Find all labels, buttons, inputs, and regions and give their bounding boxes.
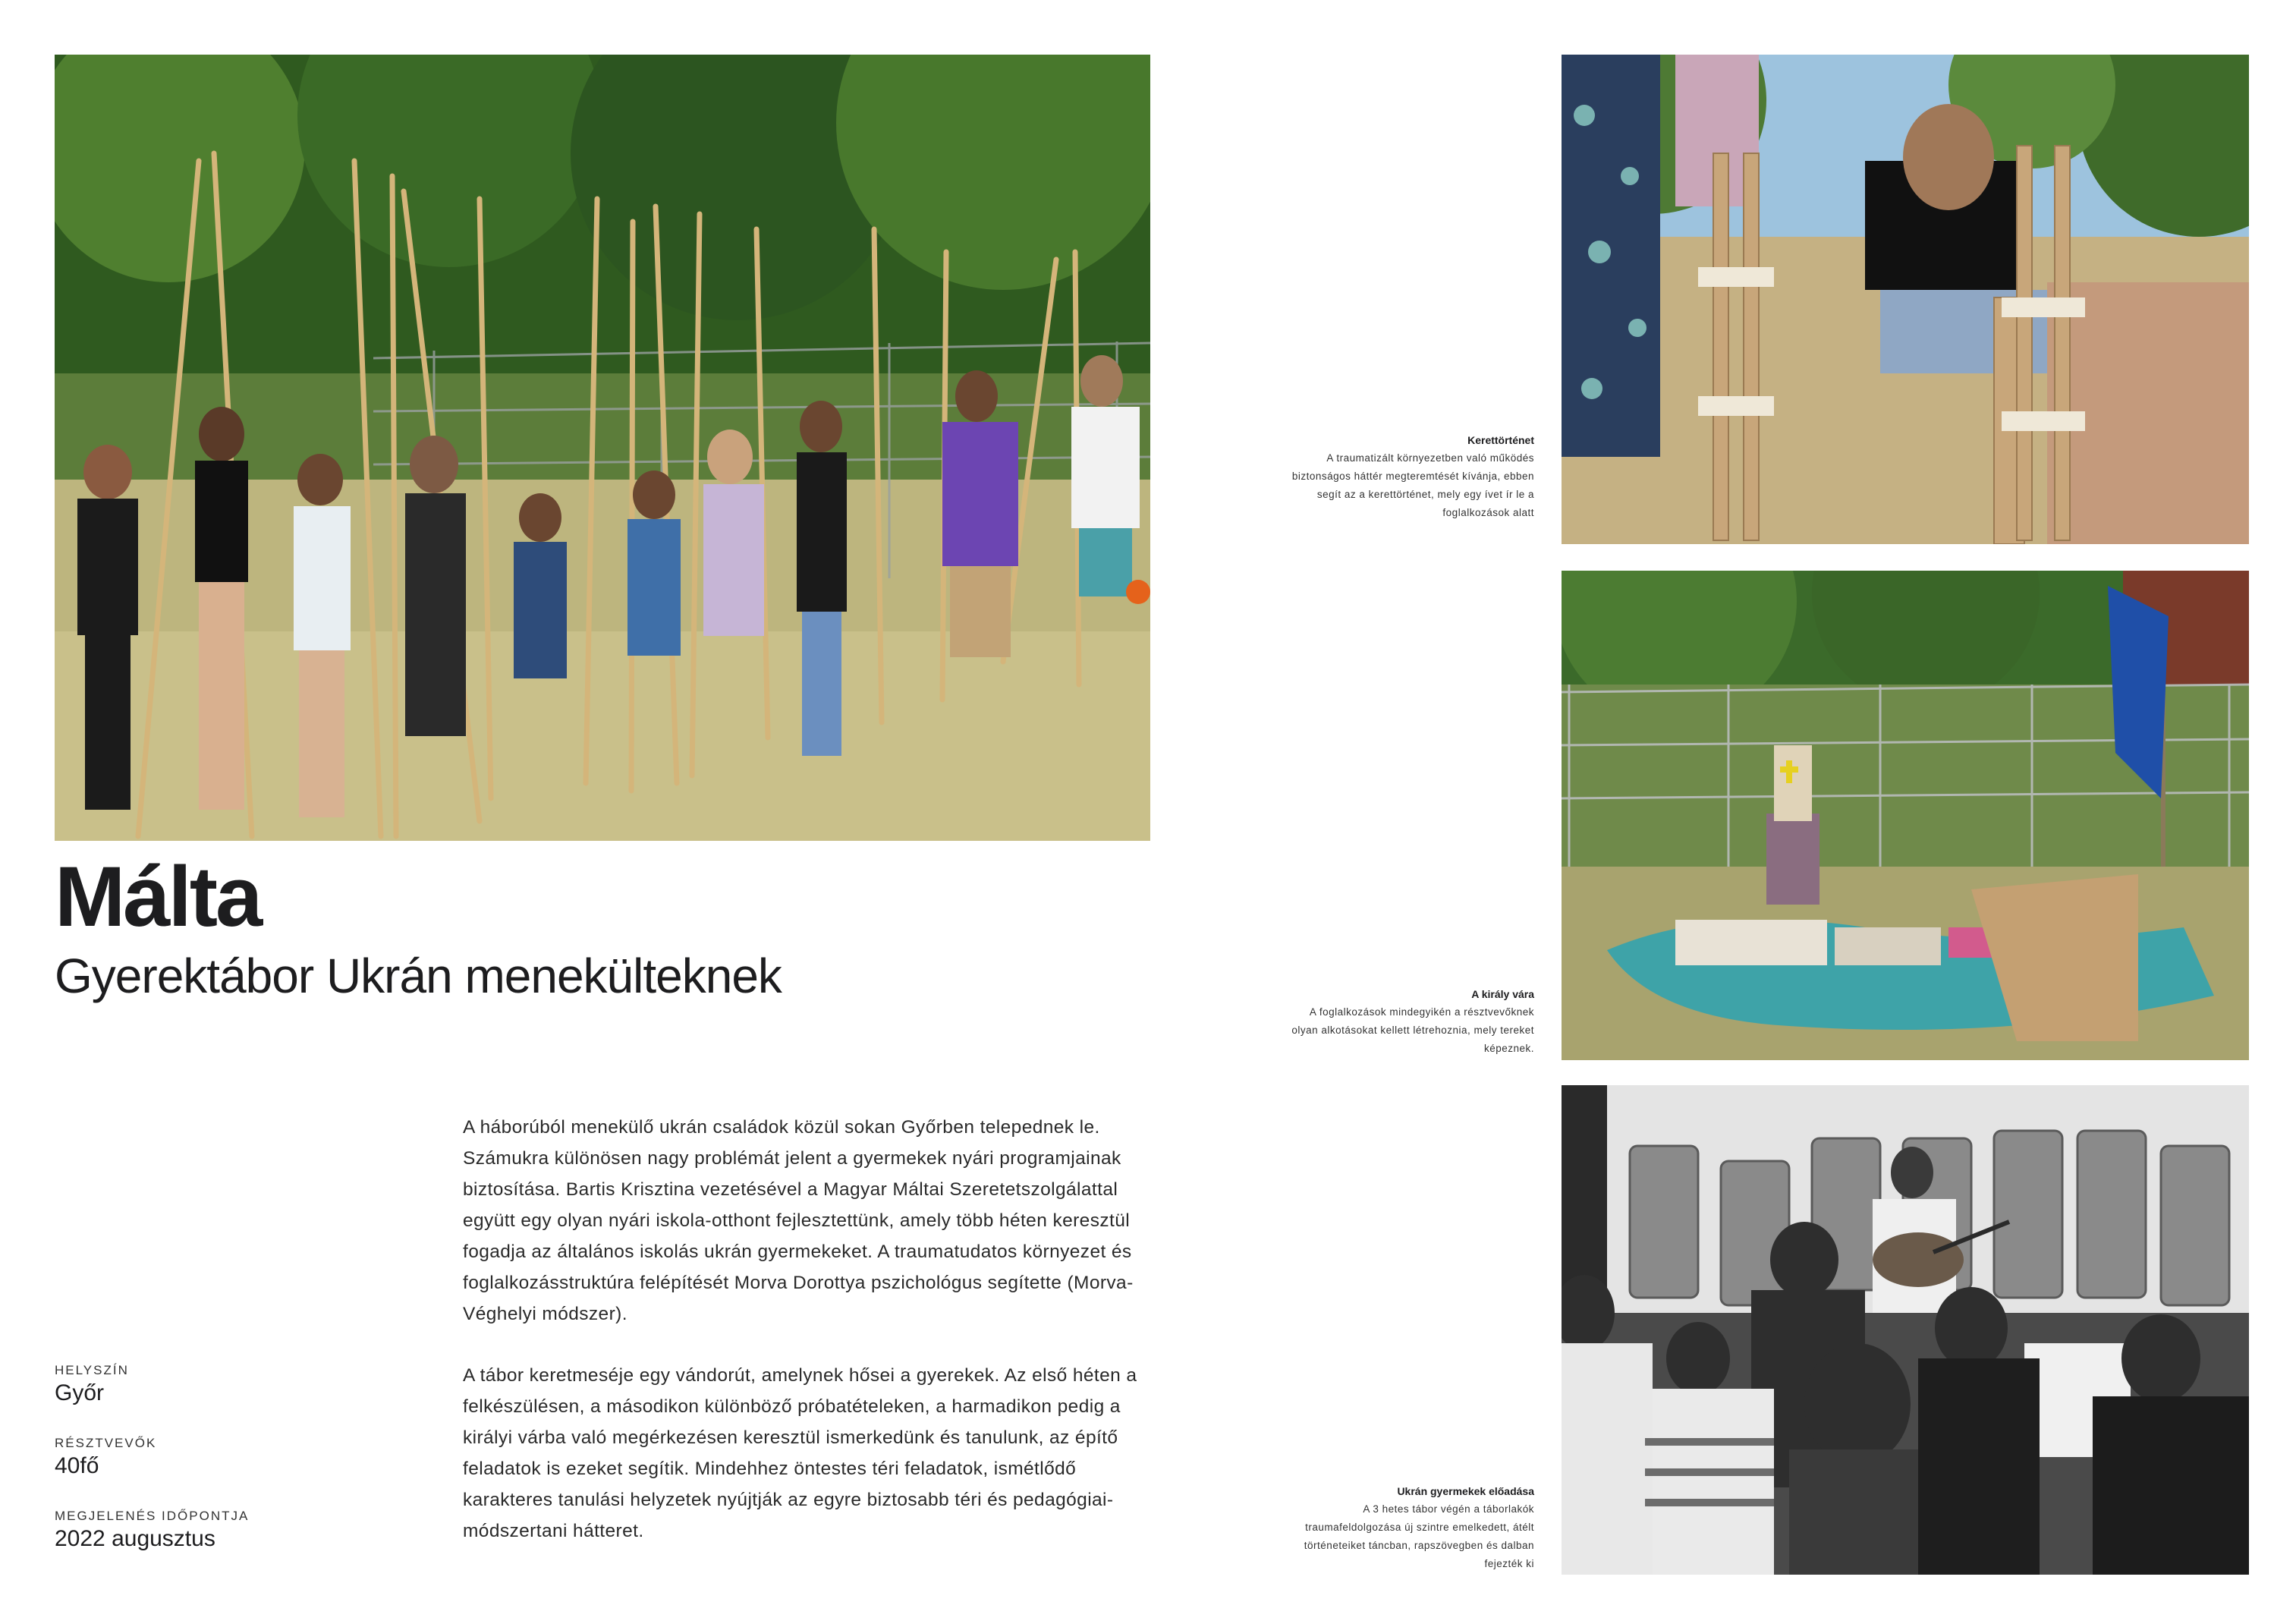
caption-text: A traumatizált környezetben való működés biztonságos háttér megteremtését kívánja, ebben segít az a kerettörténet, mely egy ívet ír le a foglalkozások alatt [1291, 452, 1534, 518]
photo-kings-castle-illustration [1562, 571, 2249, 1060]
photo-cardboard-towers [1562, 55, 2249, 544]
meta-participants-value: 40fő [55, 1453, 99, 1478]
caption-kiraly-vara [1284, 985, 1534, 1058]
meta-date-label: MEGJELENÉS IDŐPONTJA [55, 1509, 250, 1523]
caption-kerettortenet [1284, 431, 1534, 522]
caption-title: A király vára [1471, 988, 1534, 1000]
meta-location [55, 1362, 249, 1408]
hero-photo-illustration [55, 55, 1150, 841]
photo-children-performance [1562, 1085, 2249, 1575]
page-title: Málta [55, 849, 261, 944]
caption-title: Ukrán gyermekek előadása [1397, 1485, 1534, 1497]
caption-text: A foglalkozások mindegyikén a résztvevőknek olyan alkotásokat kellett létrehoznia, mely tereket képeznek. [1291, 1006, 1534, 1054]
meta-participants-label: RÉSZTVEVŐK [55, 1436, 157, 1450]
hero-photo-children-with-poles [55, 55, 1150, 841]
project-meta [55, 1362, 249, 1581]
meta-date-value: 2022 augusztus [55, 1526, 215, 1551]
body-paragraph-1: A háborúból menekülő ukrán családok közül sokan Győrben telepednek le. Számukra különösen nagy problémát jelent a gyermekek nyári programjainak biztosítása. Bartis Krisztina vezetésével a Magyar Máltai Szeretetszolgálattal együtt egy olyan nyári iskola-otthont fejlesztettünk, amely több héten keresztül fogadja az általános iskolás ukrán gyermekeket. A traumatudatos környezet és foglalkozásstruktúra felépítését Morva Dorottya pszichológus segítette (Morva-Véghelyi módszer). [463, 1117, 1134, 1324]
photo-children-performance-illustration [1562, 1085, 2249, 1575]
meta-participants [55, 1435, 249, 1481]
meta-location-value: Győr [55, 1380, 105, 1405]
caption-title: Kerettörténet [1467, 434, 1534, 446]
photo-cardboard-towers-illustration [1562, 55, 2249, 544]
page-subtitle: Gyerektábor Ukrán menekülteknek [55, 949, 782, 1003]
caption-eloadas [1284, 1482, 1534, 1573]
photo-kings-castle [1562, 571, 2249, 1060]
meta-date [55, 1508, 249, 1553]
caption-text: A 3 hetes tábor végén a táborlakók traumafeldolgozása új szintre emelkedett, átélt történeteiket táncban, rapszövegben és dalban fejezték ki [1304, 1503, 1534, 1569]
meta-location-label: HELYSZÍN [55, 1363, 129, 1377]
body-text [463, 1112, 1146, 1577]
body-paragraph-2: A tábor keretmeséje egy vándorút, amelynek hősei a gyerekek. Az első héten a felkészülésen, a másodikon különböző próbatételeken, a harmadikon pedig a királyi várba való megérkezésen keresztül ismerkedünk és tanulunk, az építő feladatok is ezeket segítik. Mindehhez öntestes téri feladatok, ismétlődő karakteres tanulási helyzetek nyújtják az egyre biztosabb téri és pedagógiai-módszertani hátteret. [463, 1365, 1137, 1541]
